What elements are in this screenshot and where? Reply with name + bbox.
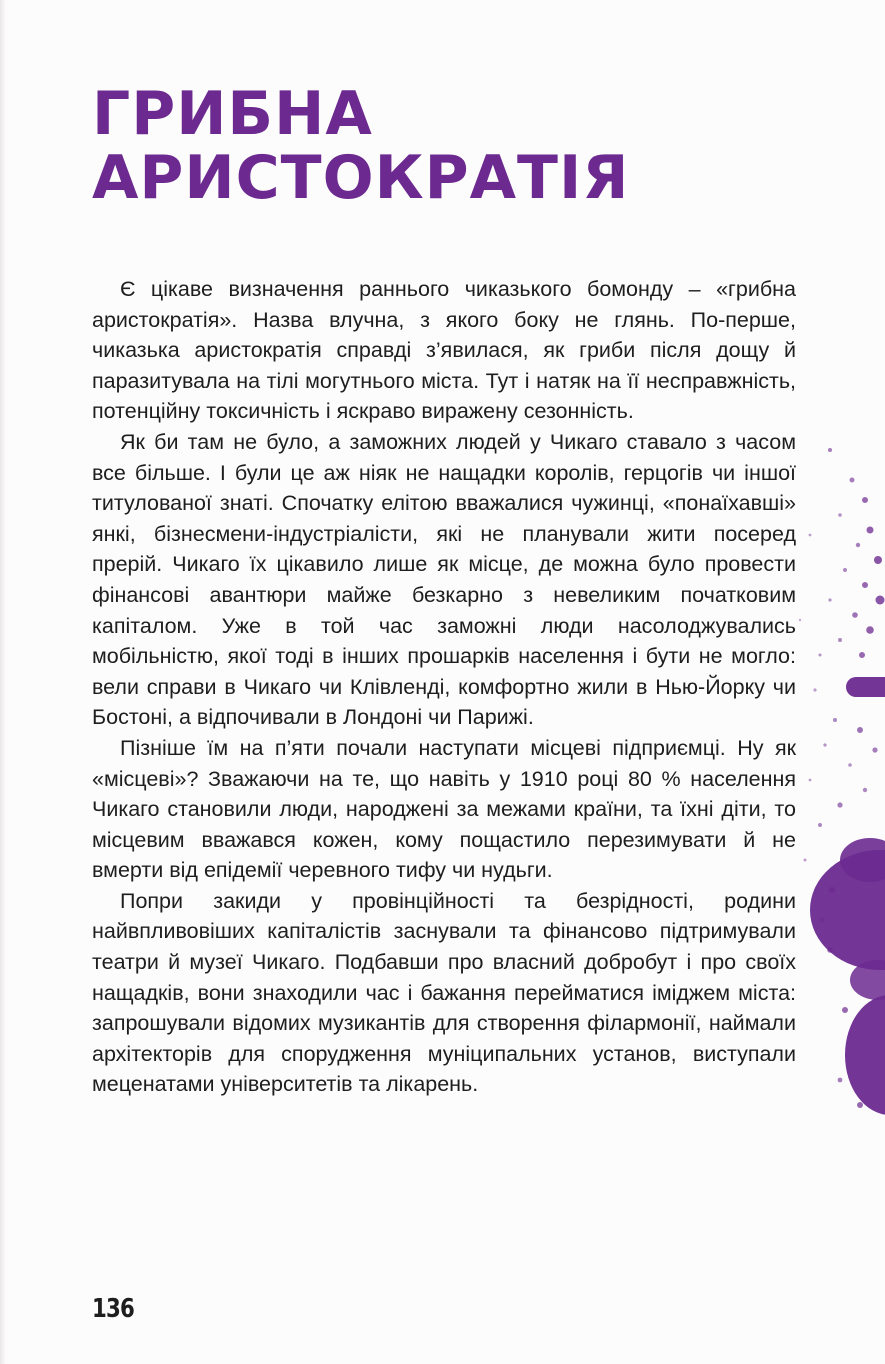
page-number: 136 [92, 1294, 135, 1324]
chapter-title-line-2: АРИСТОКРАТІЯ [92, 143, 630, 213]
chapter-title [92, 79, 630, 213]
paragraph-2: Як би там не було, а заможних людей у Чикаго ставало з часом все більше. І були це аж ніяк не нащадки королів, герцогів чи іншої титулованої знаті. Спочатку елітою вважалися чужинці, «понаїхавші» янкі, бізнесмени-індустріалісти, які не планували жити посеред прерій. Чикаго їх цікавило лише як місце, де можна було провести фінансові авантюри майже безкарно з невеликим початковим капіталом. Уже в той час заможні люди насолоджувались мобільністю, якої тоді в інших прошарків населення і бути не могло: вели справи в Чикаго чи Клівленді, комфортно жили в Нью-Йорку чи Бостоні, а відпочивали в Лондоні чи Парижі. [92, 429, 796, 730]
body-text [92, 274, 796, 1100]
page-edge-shadow [0, 0, 6, 1364]
chapter-title-line-1: ГРИБНА [92, 79, 373, 149]
paragraph-3: Пізніше їм на п’яти почали наступати місцеві підприємці. Ну як «місцеві»? Зважаючи на те, що навіть у 1910 році 80 % населення Чикаго становили люди, народжені за межами країни, та їхні діти, то місцевим вважався кожен, кому пощастило перезимувати й не вмерти від епідемії черевного тифу чи нудьги. [92, 735, 796, 883]
paragraph-1: Є цікаве визначення раннього чиказького бомонду – «грибна аристократія». Назва влучна, з якого боку не глянь. По-перше, чиказька аристократія справді з’явилася, як гриби після дощу й паразитувала на тілі могутнього міста. Тут і натяк на її несправжність, потенційну токсичність і яскраво виражену сезонність. [92, 277, 796, 424]
purple-splatter-icon [770, 420, 885, 1120]
paragraph-4: Попри закиди у провінційності та безрідності, родини найвпливовіших капіталістів заснували та фінансово підтримували театри й музеї Чикаго. Подбавши про власний добробут і про своїх нащадків, вони знаходили час і бажання перейматися іміджем міста: запрошували відомих музикантів для створення філармонії, наймали архітекторів для спорудження муніципальних установ, виступали меценатами університетів та лікарень. [92, 888, 796, 1097]
